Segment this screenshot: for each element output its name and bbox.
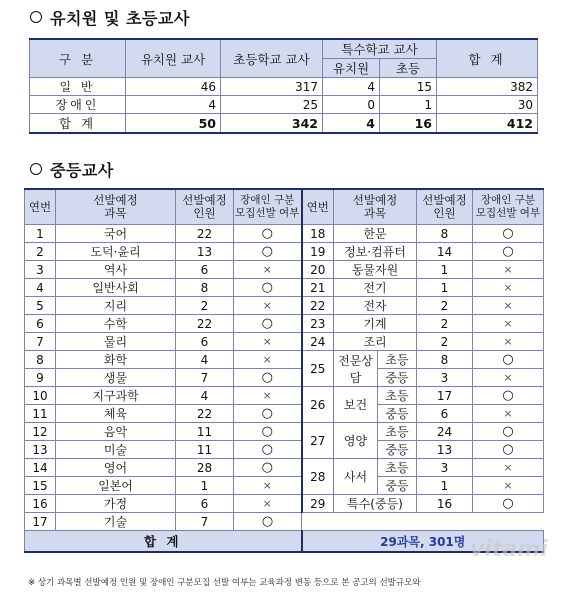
planned-count: 6 <box>417 405 473 423</box>
planned-count: 11 <box>176 441 234 459</box>
level-label: 중등 <box>378 405 417 423</box>
total-count: 382 <box>437 78 538 96</box>
header-category: 구 분 <box>30 39 126 78</box>
planned-count: 3 <box>417 369 473 387</box>
circle-bullet-icon <box>30 163 42 175</box>
planned-count: 2 <box>417 333 473 351</box>
header-elementary: 초등학교 교사 <box>221 39 323 78</box>
watermark-logo: vitami <box>470 537 548 562</box>
footer-total-label: 합 계 <box>25 531 302 553</box>
subject-name: 음악 <box>56 423 176 441</box>
row-number: 3 <box>25 261 56 279</box>
disabled-selection-mark: ○ <box>473 225 544 243</box>
planned-count: 14 <box>417 243 473 261</box>
header-special-kinder: 유치원 <box>323 59 380 78</box>
row-number: 22 <box>302 297 334 315</box>
disabled-selection-mark: ○ <box>473 495 544 513</box>
secondary-teacher-table <box>24 188 544 553</box>
subject-name: 미술 <box>56 441 176 459</box>
subject-name: 지구과학 <box>56 387 176 405</box>
subject-name: 화학 <box>56 351 176 369</box>
header-disabled-left: 장애인 구분 모집선발 여부 <box>234 189 302 225</box>
subject-name: 특수(중등) <box>334 495 417 513</box>
table-row <box>25 243 544 261</box>
subject-name: 물리 <box>56 333 176 351</box>
subject-name: 체육 <box>56 405 176 423</box>
header-no-right: 연번 <box>302 189 334 225</box>
disabled-selection-mark: ○ <box>473 351 544 369</box>
header-count-left: 선발예정 인원 <box>176 189 234 225</box>
subject-name: 조리 <box>334 333 417 351</box>
planned-count: 1 <box>417 477 473 495</box>
planned-count: 13 <box>176 243 234 261</box>
table-row <box>25 387 544 405</box>
planned-count: 1 <box>417 279 473 297</box>
disabled-selection-mark: ○ <box>234 459 302 477</box>
table-row <box>25 351 544 369</box>
planned-count: 22 <box>176 405 234 423</box>
subject-name: 국어 <box>56 225 176 243</box>
planned-count: 17 <box>417 387 473 405</box>
kindergarten-count: 46 <box>126 78 221 96</box>
special-elem-count: 15 <box>380 78 437 96</box>
header-special-elem: 초등 <box>380 59 437 78</box>
footnote: ※ 상기 과목별 선발예정 인원 및 장애인 구분모집 선발 여부는 교육과정 변동 등으로 본 공고의 선발규모와 <box>28 578 421 588</box>
disabled-selection-mark: ○ <box>234 369 302 387</box>
disabled-selection-mark: × <box>473 261 544 279</box>
special-elem-count: 1 <box>380 96 437 114</box>
row-number: 20 <box>302 261 334 279</box>
subject-name: 보건 <box>334 387 378 423</box>
row-number: 27 <box>302 423 334 459</box>
level-label: 초등 <box>378 387 417 405</box>
subject-name: 정보·컴퓨터 <box>334 243 417 261</box>
disabled-selection-mark: × <box>234 495 302 513</box>
subject-name: 한문 <box>334 225 417 243</box>
row-number: 26 <box>302 387 334 423</box>
disabled-selection-mark: ○ <box>473 243 544 261</box>
disabled-selection-mark: × <box>234 297 302 315</box>
special-kinder-count: 4 <box>323 78 380 96</box>
row-label: 합 계 <box>30 114 126 134</box>
disabled-selection-mark: × <box>234 351 302 369</box>
row-number: 7 <box>25 333 56 351</box>
row-number: 5 <box>25 297 56 315</box>
header-count-right: 선발예정 인원 <box>417 189 473 225</box>
planned-count: 7 <box>176 369 234 387</box>
subject-name: 전자 <box>334 297 417 315</box>
subject-name: 일반사회 <box>56 279 176 297</box>
table-row <box>30 114 538 134</box>
table-row <box>25 405 544 423</box>
disabled-selection-mark: × <box>473 279 544 297</box>
table-row <box>25 459 544 477</box>
disabled-selection-mark: ○ <box>234 405 302 423</box>
disabled-selection-mark: × <box>473 369 544 387</box>
planned-count: 11 <box>176 423 234 441</box>
subject-name: 일본어 <box>56 477 176 495</box>
disabled-selection-mark: × <box>473 297 544 315</box>
table-row <box>25 423 544 441</box>
row-number: 10 <box>25 387 56 405</box>
subject-name: 지리 <box>56 297 176 315</box>
kindergarten-count: 50 <box>126 114 221 134</box>
disabled-selection-mark: ○ <box>234 279 302 297</box>
section1-title: 유치원 및 초등교사 <box>30 6 190 29</box>
table-row <box>25 495 544 513</box>
table-row <box>25 513 544 531</box>
table-row <box>25 225 544 243</box>
planned-count: 22 <box>176 315 234 333</box>
planned-count: 6 <box>176 333 234 351</box>
planned-count: 4 <box>176 351 234 369</box>
table-row <box>25 315 544 333</box>
subject-name: 수학 <box>56 315 176 333</box>
disabled-selection-mark: × <box>473 477 544 495</box>
row-number: 12 <box>25 423 56 441</box>
level-label: 초등 <box>378 351 417 369</box>
level-label: 초등 <box>378 459 417 477</box>
level-label: 중등 <box>378 441 417 459</box>
disabled-selection-mark: ○ <box>234 225 302 243</box>
planned-count: 7 <box>176 513 234 531</box>
disabled-selection-mark: ○ <box>473 441 544 459</box>
disabled-selection-mark: × <box>473 315 544 333</box>
disabled-selection-mark: × <box>234 333 302 351</box>
level-label: 중등 <box>378 477 417 495</box>
planned-count: 6 <box>176 495 234 513</box>
subject-name: 영양 <box>334 423 378 459</box>
planned-count: 22 <box>176 225 234 243</box>
disabled-selection-mark: × <box>234 387 302 405</box>
table-row <box>25 297 544 315</box>
planned-count: 2 <box>417 315 473 333</box>
header-no-left: 연번 <box>25 189 56 225</box>
header-total: 합 계 <box>437 39 538 78</box>
kindergarten-count: 4 <box>126 96 221 114</box>
row-number: 23 <box>302 315 334 333</box>
table-row <box>25 477 544 495</box>
subject-name: 가정 <box>56 495 176 513</box>
subject-name: 역사 <box>56 261 176 279</box>
table-row <box>25 261 544 279</box>
row-label: 일 반 <box>30 78 126 96</box>
disabled-selection-mark: ○ <box>234 513 302 531</box>
row-number: 28 <box>302 459 334 495</box>
planned-count: 16 <box>417 495 473 513</box>
disabled-selection-mark: ○ <box>473 423 544 441</box>
row-number: 25 <box>302 351 334 387</box>
row-number: 4 <box>25 279 56 297</box>
table-row <box>25 333 544 351</box>
header-subject-left: 선발예정 과목 <box>56 189 176 225</box>
row-number: 29 <box>302 495 334 513</box>
table-row <box>25 441 544 459</box>
table-row <box>30 96 538 114</box>
section2-title: 중등교사 <box>30 158 114 181</box>
header-special: 특수학교 교사 <box>323 39 437 59</box>
elementary-count: 317 <box>221 78 323 96</box>
row-number: 16 <box>25 495 56 513</box>
disabled-selection-mark: ○ <box>473 387 544 405</box>
total-count: 30 <box>437 96 538 114</box>
disabled-selection-mark: × <box>473 459 544 477</box>
table-row <box>30 78 538 96</box>
special-kinder-count: 4 <box>323 114 380 134</box>
footer-total-value: 29과목, 301명 <box>302 531 544 553</box>
disabled-selection-mark: ○ <box>234 441 302 459</box>
row-number: 11 <box>25 405 56 423</box>
disabled-selection-mark: ○ <box>234 243 302 261</box>
subject-name: 전기 <box>334 279 417 297</box>
special-kinder-count: 0 <box>323 96 380 114</box>
planned-count: 2 <box>176 297 234 315</box>
header-subject-right: 선발예정 과목 <box>334 189 417 225</box>
planned-count: 1 <box>417 261 473 279</box>
planned-count: 13 <box>417 441 473 459</box>
level-label: 초등 <box>378 423 417 441</box>
disabled-selection-mark: ○ <box>234 423 302 441</box>
row-number: 15 <box>25 477 56 495</box>
disabled-selection-mark: × <box>473 333 544 351</box>
row-number: 18 <box>302 225 334 243</box>
table-row <box>25 279 544 297</box>
planned-count: 24 <box>417 423 473 441</box>
subject-name: 도덕·윤리 <box>56 243 176 261</box>
subject-name: 전문상담 <box>334 351 378 387</box>
row-number: 6 <box>25 315 56 333</box>
row-number: 1 <box>25 225 56 243</box>
row-number: 9 <box>25 369 56 387</box>
subject-name: 사서 <box>334 459 378 495</box>
disabled-selection-mark: × <box>234 477 302 495</box>
subject-name: 생물 <box>56 369 176 387</box>
planned-count: 8 <box>417 351 473 369</box>
subject-name: 기계 <box>334 315 417 333</box>
row-number: 2 <box>25 243 56 261</box>
total-count: 412 <box>437 114 538 134</box>
elementary-count: 342 <box>221 114 323 134</box>
circle-bullet-icon <box>30 11 42 23</box>
planned-count: 8 <box>417 225 473 243</box>
disabled-selection-mark: × <box>234 261 302 279</box>
planned-count: 4 <box>176 387 234 405</box>
special-elem-count: 16 <box>380 114 437 134</box>
kindergarten-elementary-table <box>29 38 538 134</box>
row-number: 13 <box>25 441 56 459</box>
row-number: 14 <box>25 459 56 477</box>
elementary-count: 25 <box>221 96 323 114</box>
subject-name: 영어 <box>56 459 176 477</box>
table-row <box>25 369 544 387</box>
row-number: 19 <box>302 243 334 261</box>
planned-count: 3 <box>417 459 473 477</box>
disabled-selection-mark: ○ <box>234 315 302 333</box>
row-number: 24 <box>302 333 334 351</box>
row-number: 8 <box>25 351 56 369</box>
header-kindergarten: 유치원 교사 <box>126 39 221 78</box>
disabled-selection-mark: × <box>473 405 544 423</box>
planned-count: 28 <box>176 459 234 477</box>
planned-count: 2 <box>417 297 473 315</box>
header-disabled-right: 장애인 구분 모집선발 여부 <box>473 189 544 225</box>
subject-name: 동물자원 <box>334 261 417 279</box>
row-number: 17 <box>25 513 56 531</box>
planned-count: 6 <box>176 261 234 279</box>
planned-count: 8 <box>176 279 234 297</box>
row-label: 장애인 <box>30 96 126 114</box>
planned-count: 1 <box>176 477 234 495</box>
subject-name: 기술 <box>56 513 176 531</box>
row-number: 21 <box>302 279 334 297</box>
level-label: 중등 <box>378 369 417 387</box>
